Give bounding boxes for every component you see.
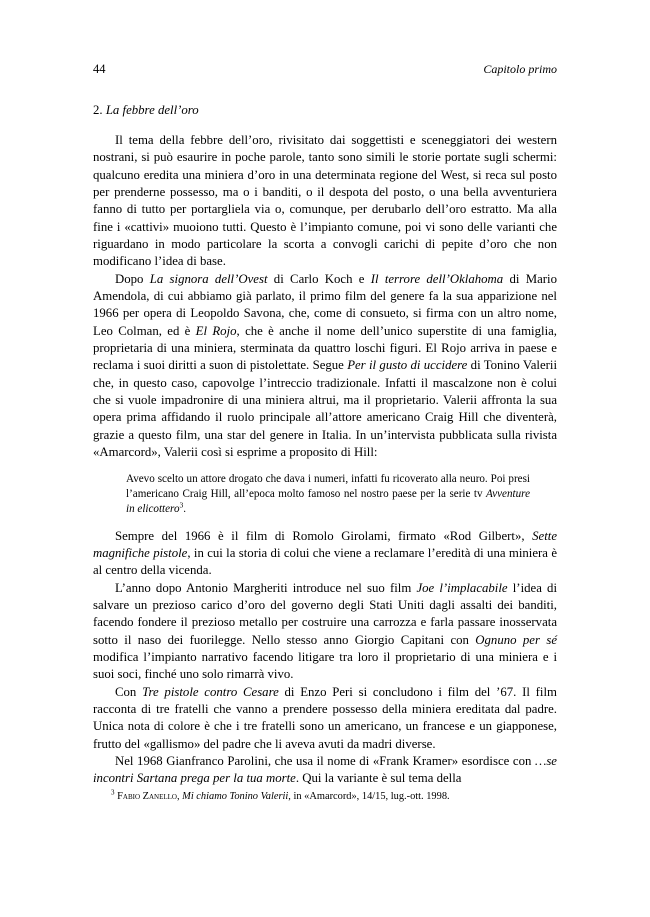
italic-title: Joe l’implacabile bbox=[416, 580, 508, 595]
text-run: , che è anche il nome dell’unico superstite di una famiglia, proprietaria di una miniera, sterminata da quattro loschi figuri. El Rojo arriva in paese e reclama i suoi diritti a suon di pistolettate. Segue bbox=[93, 323, 557, 373]
text-run: Dopo bbox=[115, 271, 150, 286]
text-run: Il tema della febbre dell’oro, rivisitato dai soggettisti e sceneggiatori dei western nostrani, si può esaurire in poche parole, tanto sono simili le storie portate sugli schermi: qualcuno eredita una miniera d’oro in una determinata regione del West, si reca sul posto per prenderne possesso, ma o i banditi, o il despota del posto, o una bella avventuriera fanno di tutto per portargliela via o, comunque, per derubarlo dell’oro estratto. Ma alla fine i «cattivi» muoiono tutti. Questo è l’impianto comune, poi vi sono delle varianti che riguardano in modo particolare la scorta a convogli carichi di pepite d’oro che non modificano l’idea di base. bbox=[93, 133, 557, 269]
body-text-after-quote bbox=[93, 528, 557, 788]
italic-title: Il terrore dell’Oklahoma bbox=[370, 271, 504, 286]
chapter-running-title: Capitolo primo bbox=[483, 62, 557, 76]
italic-title: Avventure in elicottero bbox=[126, 488, 530, 515]
paragraph bbox=[93, 271, 557, 462]
italic-title: La signora dell’Ovest bbox=[149, 271, 268, 286]
text-run: , bbox=[176, 791, 183, 802]
text-run: Con bbox=[115, 684, 143, 699]
paragraph bbox=[93, 528, 557, 580]
section-heading bbox=[93, 103, 557, 118]
text-run: modifica l’impianto narrativo facendo litigare tra loro il proprietario di una miniera e i suoi soci, finché uno solo rimarrà vivo. bbox=[93, 650, 557, 682]
paragraph bbox=[93, 132, 557, 271]
text-run: L’anno dopo Antonio Margheriti introduce nel suo film bbox=[115, 580, 417, 595]
footnote-3 bbox=[93, 790, 557, 804]
text-run: di Mario Amendola, di cui abbiamo già parlato, il primo film del genere fa la sua apparizione nel 1966 per opera di Leopoldo Savona, che, come di consueto, si firma con un altro nome, Leo Colman, ed è bbox=[93, 271, 557, 338]
footnote-marker: 3 bbox=[111, 788, 115, 797]
text-run: di Carlo Koch e bbox=[267, 271, 371, 286]
text-run: di Enzo Peri si concludono i film del ’67. Il film racconta di tre fratelli che vanno a prendere possesso della miniera ereditata dal padre. Unica nota di colore è che i tre fratelli sono un americano, un francese e un giapponese, frutto del «gallismo» del padre che li aveva avuti da madri diverse. bbox=[93, 684, 557, 751]
italic-title: …se incontri Sartana prega per la tua morte bbox=[93, 754, 557, 786]
italic-title: Ognuno per sé bbox=[475, 632, 557, 647]
running-head bbox=[93, 62, 557, 77]
text-run: . Qui la variante è sul tema della bbox=[295, 771, 462, 786]
footnote-marker: 3 bbox=[179, 500, 184, 510]
page-number: 44 bbox=[93, 62, 106, 76]
text-run: , in cui la storia di colui che viene a reclamare l’eredità di una miniera è al centro della vicenda. bbox=[93, 546, 557, 578]
section-title: La febbre dell’oro bbox=[105, 103, 199, 117]
text-run: Nel 1968 Gianfranco Parolini, che usa il nome di «Frank Kramer» esordisce con bbox=[115, 754, 535, 769]
text-run: di Tonino Valerii che, in questo caso, capovolge l’intreccio tradizionale. Infatti il mascalzone non è colui che si vuole impadronire di una miniera altrui, ma il proprietario. Valerii affronta la sua opera prima affidando il ruolo principale all’attore americano Craig Hill che diventerà, grazie a questo film, una star del genere in Italia. In un’intervista pubblicata sulla rivista «Amarcord», Valerii così si esprime a proposito di Hill: bbox=[93, 358, 557, 459]
text-run: l’idea di salvare un prezioso carico d’oro del governo degli Stati Uniti dagli assalti dei banditi, facendo fondere il prezioso metallo per costruire una carrozza e farla passare inosservata sotto il naso dei fuorilegge. Nello stesso anno Giorgio Capitani con bbox=[93, 580, 557, 647]
italic-title: Sette magnifiche pistole bbox=[93, 528, 557, 561]
body-text-before-quote bbox=[93, 132, 557, 461]
text-run: , in «Amarcord», 14/15, lug.-ott. 1998. bbox=[288, 791, 450, 802]
italic-title: El Rojo bbox=[195, 323, 237, 338]
italic-title: Mi chiamo Tonino Valerii bbox=[182, 791, 289, 802]
blockquote bbox=[126, 472, 530, 517]
italic-title: Per il gusto di uccidere bbox=[347, 358, 468, 373]
text-run: . bbox=[183, 502, 187, 515]
section-number: 2. bbox=[93, 103, 103, 117]
paragraph bbox=[93, 753, 557, 788]
author-name: Fabio Zanello bbox=[117, 791, 177, 802]
footnote-area bbox=[93, 790, 557, 804]
page-content bbox=[93, 62, 557, 788]
italic-title: Tre pistole contro Cesare bbox=[142, 684, 279, 699]
paragraph bbox=[93, 580, 557, 684]
paragraph bbox=[93, 684, 557, 753]
text-run: Sempre del 1966 è il film di Romolo Girolami, firmato «Rod Gilbert», bbox=[115, 528, 533, 543]
text-run: Avevo scelto un attore drogato che dava i numeri, infatti fu ricoverato alla neuro. Poi presi l’americano Craig Hill, all’epoca molto famoso nel nostro paese per la serie tv bbox=[126, 473, 530, 501]
